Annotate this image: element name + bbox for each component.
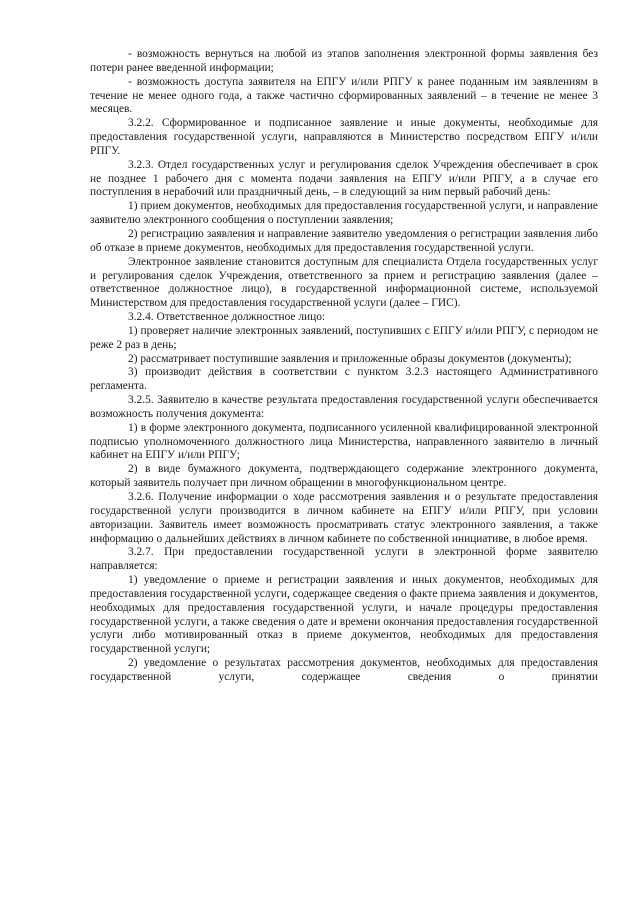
- paragraph: 3.2.7. При предоставлении государственной услуги в электронной форме заявителю направляется:: [90, 546, 598, 573]
- paragraph: 3) производит действия в соответствии с пунктом 3.2.3 настоящего Административного регламента.: [90, 366, 598, 393]
- paragraph: - возможность доступа заявителя на ЕПГУ и/или РПГУ к ранее поданным им заявлениям в течение не менее одного года, а также частично сформированных заявлений – в течение не менее 3 месяцев.: [90, 75, 598, 116]
- paragraph: 1) уведомление о приеме и регистрации заявления и иных документов, необходимых для предоставления государственной услуги, содержащее сведения о факте приема заявления и документов, необходимых для предоставления государственной услуги, и начале процедуры предоставления государственной услуги, а также сведения о дате и времени окончания предоставления государственной услуги либо мотивированный отказ в приеме документов, необходимых для предоставления государственной услуги;: [90, 574, 598, 656]
- paragraph: 1) проверяет наличие электронных заявлений, поступивших с ЕПГУ и/или РПГУ, с периодом не реже 2 раз в день;: [90, 324, 598, 351]
- paragraph: 3.2.4. Ответственное должностное лицо:: [128, 311, 326, 324]
- paragraph: 3.2.2. Сформированное и подписанное заявление и иные документы, необходимые для предоставления государственной услуги, направляются в Министерство посредством ЕПГУ и/или РПГУ.: [90, 117, 598, 157]
- paragraph: 2) рассматривает поступившие заявления и приложенные образы документов (документы);: [128, 352, 572, 365]
- paragraph: 3.2.6. Получение информации о ходе рассмотрения заявления и о результате предоставления государственной услуги производится в личном кабинете на ЕПГУ и/или РПГУ, при условии авторизации. Заявитель имеет возможность просматривать статус электронного заявления, а также информацию о дальнейших действиях в личном кабинете по собственной инициативе, в любое время.: [90, 491, 598, 545]
- paragraph: 2) в виде бумажного документа, подтверждающего содержание электронного документа, который заявитель получает при личном обращении в многофункциональном центре.: [90, 463, 598, 490]
- paragraph: 3.2.3. Отдел государственных услуг и регулирования сделок Учреждения обеспечивает в срок не позднее 1 рабочего дня с момента подачи заявления на ЕПГУ и/или РПГУ, а в случае его поступления в нерабочий или праздничный день, – в следующий за ним первый рабочий день:: [90, 158, 598, 199]
- paragraph: 1) прием документов, необходимых для предоставления государственной услуги, и направление заявителю электронного сообщения о поступлении заявления;: [90, 200, 598, 227]
- paragraph: 2) регистрацию заявления и направление заявителю уведомления о регистрации заявления либо об отказе в приеме документов, необходимых для предоставления государственной услуги.: [90, 227, 598, 254]
- paragraph: - возможность вернуться на любой из этапов заполнения электронной формы заявления без потери ранее введенной информации;: [90, 48, 598, 74]
- paragraph: 3.2.5. Заявителю в качестве результата предоставления государственной услуги обеспечивается возможность получения документа:: [90, 394, 598, 420]
- paragraph: 1) в форме электронного документа, подписанного усиленной квалифицированной электронной подписью уполномоченного должностного лица Министерства, направленного заявителю в личный кабинет на ЕПГУ и/или РПГУ;: [90, 421, 598, 462]
- paragraph: Электронное заявление становится доступным для специалиста Отдела государственных услуг и регулирования сделок Учреждения, ответственного за прием и регистрацию заявления (далее – ответственное должностное лицо), в государственной информационной системе, используемой Министерством для предоставления государственной услуги (далее – ГИС).: [90, 255, 598, 310]
- paragraph: 2) уведомление о результатах рассмотрения документов, необходимых для предоставления государственной услуги, содержащее сведения о принятии: [90, 657, 598, 683]
- document-page: [90, 48, 598, 685]
